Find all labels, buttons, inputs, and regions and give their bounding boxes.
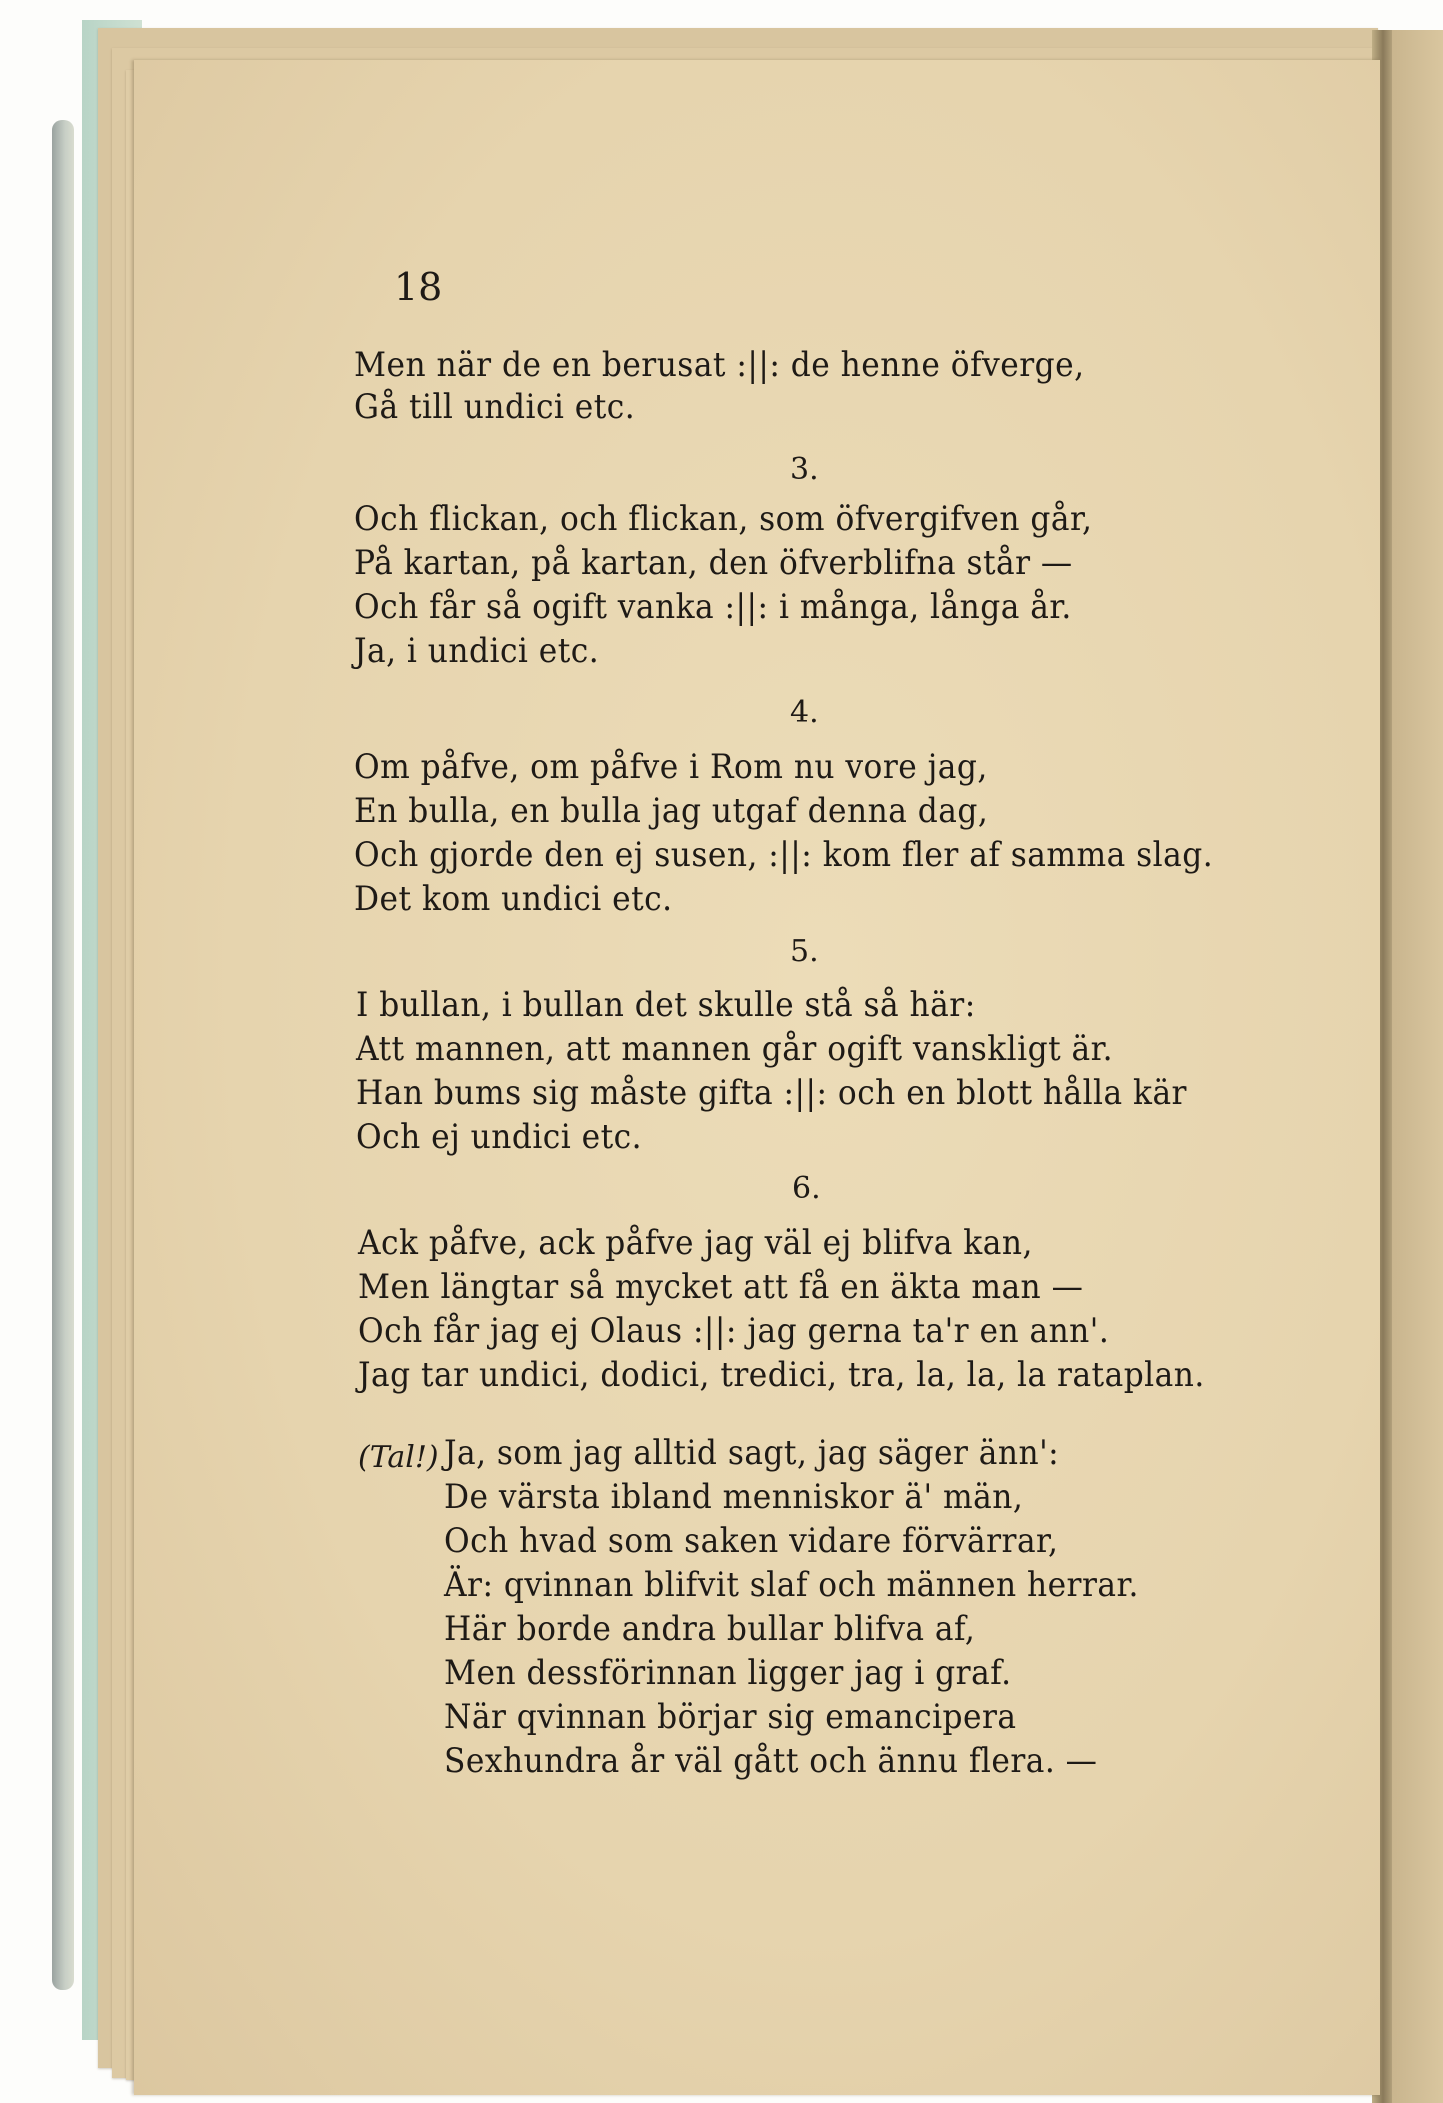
- spoken-line: Sexhundra år väl gått och ännu flera. —: [444, 1741, 1098, 1781]
- verse-line: Och gjorde den ej susen, :||: kom fler af samma slag.: [354, 835, 1214, 875]
- binding-strip: [52, 120, 74, 1990]
- spoken-line: Och hvad som saken vidare förvärrar,: [444, 1521, 1059, 1561]
- spoken-line: De värsta ibland menniskor ä' män,: [444, 1477, 1024, 1517]
- spoken-line: Här borde andra bullar blifva af,: [444, 1609, 976, 1649]
- verse-line: Det kom undici etc.: [354, 879, 673, 919]
- stanza-number: 6.: [792, 1171, 821, 1206]
- facing-page-edge: [1392, 30, 1443, 2103]
- verse-line: Han bums sig måste gifta :||: och en blott hålla kär: [356, 1073, 1187, 1113]
- verse-line: Ack påfve, ack påfve jag väl ej blifva kan,: [358, 1223, 1033, 1263]
- verse-line: Att mannen, att mannen går ogift vanskligt är.: [356, 1029, 1114, 1069]
- spoken-line: Men dessförinnan ligger jag i graf.: [444, 1653, 1012, 1693]
- speaker-tag: (Tal!): [358, 1440, 439, 1475]
- verse-line: Om påfve, om påfve i Rom nu vore jag,: [354, 747, 988, 787]
- verse-line: Jag tar undici, dodici, tredici, tra, la, la, la rataplan.: [358, 1355, 1205, 1395]
- stanza-number: 4.: [790, 695, 819, 730]
- verse-line: Och får så ogift vanka :||: i många, långa år.: [354, 587, 1072, 627]
- spoken-line: När qvinnan börjar sig emancipera: [444, 1697, 1017, 1737]
- verse-line: I bullan, i bullan det skulle stå så här:: [356, 985, 976, 1025]
- page-number: 18: [394, 265, 443, 309]
- verse-line: Men när de en berusat :||: de henne öfverge,: [354, 345, 1085, 385]
- spoken-line: Ja, som jag alltid sagt, jag säger änn':: [444, 1433, 1060, 1473]
- stanza-number: 5.: [790, 934, 819, 969]
- verse-line: Och får jag ej Olaus :||: jag gerna ta'r en ann'.: [358, 1311, 1110, 1351]
- verse-line: Men längtar så mycket att få en äkta man —: [358, 1267, 1084, 1307]
- verse-line: Och ej undici etc.: [356, 1117, 643, 1157]
- verse-line: Ja, i undici etc.: [354, 631, 600, 671]
- verse-line: En bulla, en bulla jag utgaf denna dag,: [354, 791, 989, 831]
- spoken-line: Är: qvinnan blifvit slaf och männen herrar.: [444, 1565, 1139, 1605]
- verse-line: Gå till undici etc.: [354, 387, 636, 427]
- verse-line: På kartan, på kartan, den öfverblifna står —: [354, 543, 1073, 583]
- stanza-number: 3.: [790, 452, 819, 487]
- verse-line: Och flickan, och flickan, som öfvergifven går,: [354, 499, 1093, 539]
